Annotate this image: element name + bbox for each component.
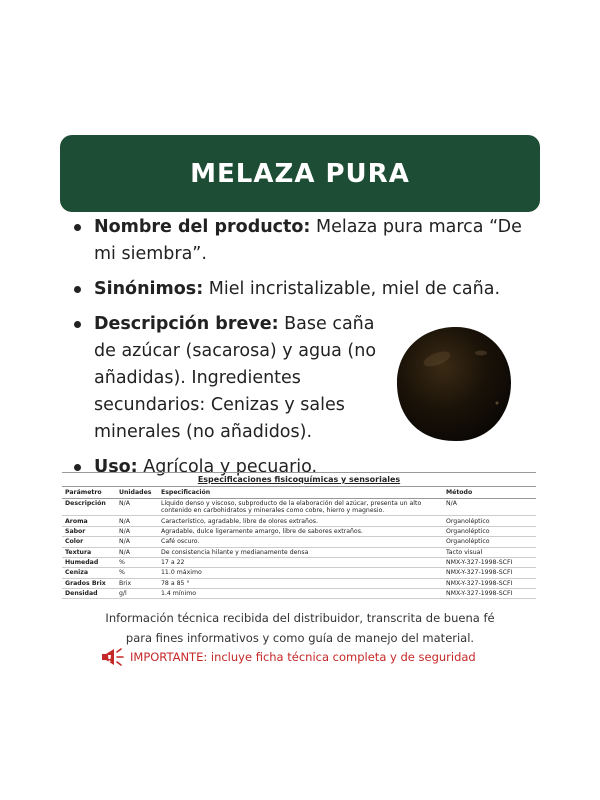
bullet-icon (74, 464, 81, 471)
important-text: IMPORTANTE: incluye ficha técnica completa y de seguridad (130, 650, 476, 664)
table-cell: Descripción (62, 499, 116, 516)
disclaimer-note (60, 608, 540, 648)
title-banner (60, 135, 540, 212)
spec-table-section (62, 472, 536, 599)
table-row (62, 557, 536, 567)
table-cell: Densidad (62, 589, 116, 599)
table-cell: g/l (116, 589, 158, 599)
table-cell: Sabor (62, 526, 116, 536)
column-header: Especificación (158, 487, 443, 499)
column-header: Parámetro (62, 487, 116, 499)
table-cell: N/A (116, 537, 158, 547)
bullet-label: Nombre del producto: (94, 217, 311, 237)
table-cell: Ceniza (62, 568, 116, 578)
molasses-drop-icon (393, 323, 515, 445)
table-row (62, 516, 536, 526)
table-cell: Color (62, 537, 116, 547)
bullet-icon (74, 286, 81, 293)
bullet-text: Agrícola y pecuario. (137, 457, 318, 477)
table-row (62, 499, 536, 516)
bullet-text: Base caña de azúcar (sacarosa) y agua (no añadidas). Ingredientes secundarios: Cenizas y sales minerales (no añadidos). (94, 314, 377, 442)
table-cell: Líquido denso y viscoso, subproducto de la elaboración del azúcar, presenta un alto contenido en carbohidratos y minerales como cobre, hierro y magnesio. (158, 499, 443, 516)
column-header: Unidades (116, 487, 158, 499)
table-cell: N/A (116, 526, 158, 536)
bullet-label: Descripción breve: (94, 314, 279, 334)
table-row (62, 547, 536, 557)
list-item (72, 311, 394, 446)
bullet-text: Melaza pura marca “De mi siembra”. (94, 217, 522, 264)
table-cell: N/A (116, 547, 158, 557)
table-cell: 78 a 85 ° (158, 578, 443, 588)
table-cell: Humedad (62, 557, 116, 567)
bullet-icon (74, 224, 81, 231)
table-cell: 11.0 máximo (158, 568, 443, 578)
table-cell: Café oscuro. (158, 537, 443, 547)
table-cell: N/A (116, 516, 158, 526)
bullet-label: Sinónimos: (94, 279, 204, 299)
table-cell: Organoléptico (443, 526, 536, 536)
table-header-row (62, 487, 536, 499)
table-row (62, 589, 536, 599)
table-cell: Característico, agradable, libre de olores extraños. (158, 516, 443, 526)
table-cell: Agradable, dulce ligeramente amargo, libre de sabores extraños. (158, 526, 443, 536)
list-item (72, 276, 547, 303)
table-cell: NMX-Y-327-1998-SCFI (443, 568, 536, 578)
table-cell: Aroma (62, 516, 116, 526)
column-header: Método (443, 487, 536, 499)
table-cell: 1.4 mínimo (158, 589, 443, 599)
disclaimer-line: Información técnica recibida del distribuidor, transcrita de buena fé (105, 611, 495, 625)
important-notice (100, 646, 520, 668)
warning-megaphone-icon (100, 646, 126, 668)
table-cell: N/A (443, 499, 536, 516)
table-cell: Organoléptico (443, 516, 536, 526)
bullet-label: Uso: (94, 457, 138, 477)
table-cell: De consistencia hilante y medianamente densa (158, 547, 443, 557)
disclaimer-line: para fines informativos y como guía de manejo del material. (125, 631, 475, 645)
bullet-text: Miel incristalizable, miel de caña. (203, 279, 501, 299)
list-item (72, 214, 547, 268)
table-cell: Tacto visual (443, 547, 536, 557)
table-cell: NMX-Y-327-1998-SCFI (443, 589, 536, 599)
table-row (62, 578, 536, 588)
table-cell: Grados Brix (62, 578, 116, 588)
table-cell: N/A (116, 499, 158, 516)
table-cell: Brix (116, 578, 158, 588)
table-row (62, 526, 536, 536)
spec-table (62, 487, 536, 599)
bullet-icon (74, 321, 81, 328)
table-cell: NMX-Y-327-1998-SCFI (443, 557, 536, 567)
table-row (62, 537, 536, 547)
table-cell: % (116, 568, 158, 578)
spec-table-title: Especificaciones fisicoquímicas y sensoriales (62, 472, 536, 487)
table-cell: Organoléptico (443, 537, 536, 547)
page-title: MELAZA PURA (190, 158, 410, 189)
table-cell: Textura (62, 547, 116, 557)
table-cell: % (116, 557, 158, 567)
table-cell: 17 a 22 (158, 557, 443, 567)
table-row (62, 568, 536, 578)
table-cell: NMX-Y-327-1998-SCFI (443, 578, 536, 588)
